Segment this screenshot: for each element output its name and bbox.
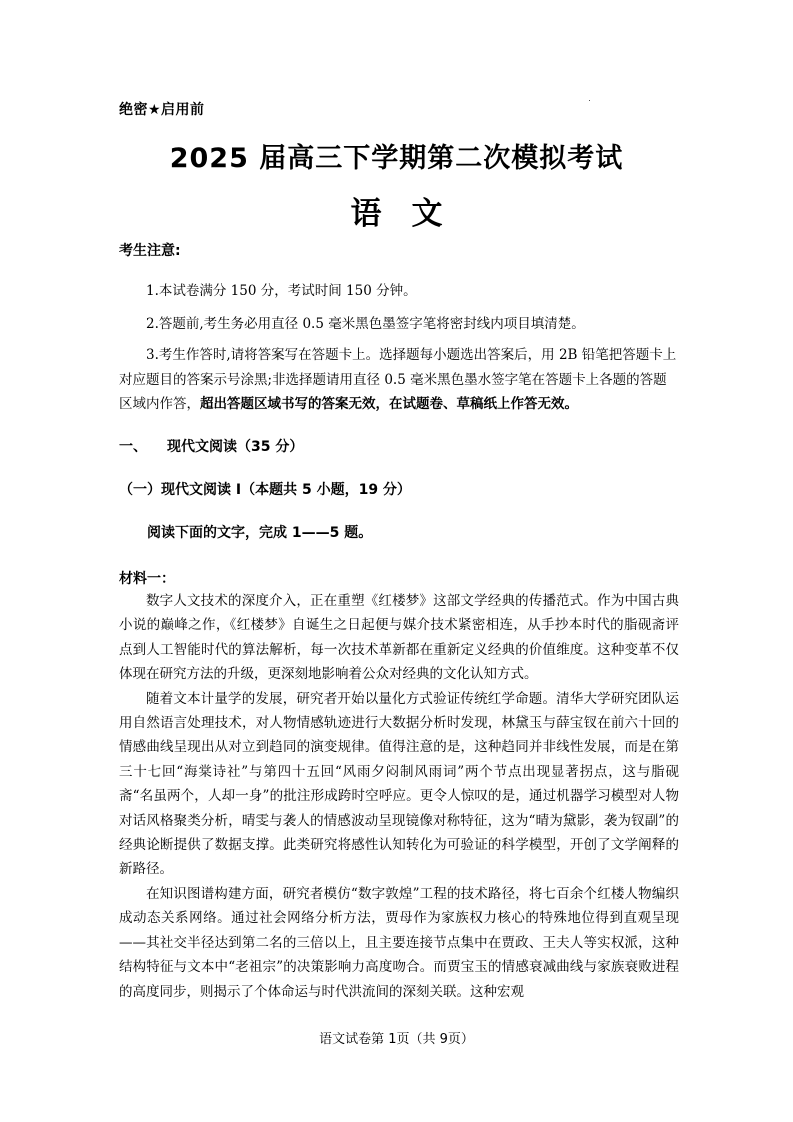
notice-item-3-bold: 超出答题区域书写的答案无效，在试题卷、草稿纸上作答无效。	[200, 396, 578, 412]
notice-item-3	[119, 343, 679, 417]
exam-title: 2025 届高三下学期第二次模拟考试	[169, 143, 624, 174]
material-label: 材料一：	[119, 571, 175, 587]
page-footer: 语文试卷第 1页（共 9页）	[319, 1032, 474, 1047]
material-paragraph-2: 随着文本计量学的发展，研究者开始以量化方式验证传统红学命题。清华大学研究团队运用自然语言处理技术，对人物情感轨迹进行大数据分析时发现，林黛玉与薛宝钗在前六十回的情感曲线呈现出从对立到趋同的演变规律。值得注意的是，这种趋同并非线性发展，而是在第三十七回“海棠诗社”与第四十五回“风雨夕闷制风雨词”两个节点出现显著拐点，这与脂砚斋“名虽两个，人却一身”的批注形成跨时空呼应。更令人惊叹的是，通过机器学习模型对人物对话风格聚类分析，晴雯与袭人的情感波动呈现镜像对称特征，这为“晴为黛影，袭为钗副”的经典论断提供了数据支撑。此类研究将感性认知转化为可验证的科学模型，开创了文学阐释的新路径。	[119, 690, 679, 878]
notice-item-2: 2.答题前,考生务必用直径 0.5 毫米黑色墨签字笔将密封线内项目填清楚。	[146, 316, 585, 332]
scan-dot	[589, 100, 590, 101]
section-number: 一、	[119, 439, 147, 455]
reading-instruction: 阅读下面的文字，完成 1——5 题。	[147, 525, 373, 541]
section-heading	[119, 436, 303, 456]
notice-item-3-text: 3.考生作答时,请将答案写在答题卡上。选择题每小题选出答案后，用 2B 铅笔把答题卡上对应题目的答案示号涂黑;非选择题请用直径 0.5 毫米黑色墨水签字笔在答题卡上各题的答题区域内作答，	[119, 347, 677, 412]
section-title: 现代文阅读（35 分）	[167, 439, 304, 455]
material-paragraph-3: 在知识图谱构建方面，研究者模仿“数字敦煌”工程的技术路径，将七百余个红楼人物编织成动态关系网络。通过社会网络分析方法，贾母作为家族权力核心的特殊地位得到直观呈现——其社交半径达到第二名的三倍以上，且主要连接节点集中在贾政、王夫人等实权派，这种结构特征与文本中“老祖宗”的决策影响力高度吻合。而贾宝玉的情感衰减曲线与家族衰败进程的高度同步，则揭示了个体命运与时代洪流间的深刻关联。这种宏观	[119, 885, 679, 1000]
secret-mark: 绝密★启用前	[119, 102, 205, 118]
subsection-heading: （一）现代文阅读 I（本题共 5 小题，19 分）	[119, 482, 411, 498]
notice-heading: 考生注意:	[119, 243, 181, 259]
material-body	[119, 589, 679, 1004]
material-paragraph-1: 数字人文技术的深度介入，正在重塑《红楼梦》这部文学经典的传播范式。作为中国古典小说的巅峰之作，《红楼梦》自诞生之日起便与媒介技术紧密相连，从手抄本时代的脂砚斋评点到人工智能时代的算法解析，每一次技术革新都在重新定义经典的价值维度。这种变革不仅体现在研究方法的升级，更深刻地影响着公众对经典的文化认知方式。	[119, 593, 679, 683]
subject-title: 语文	[350, 196, 473, 232]
notice-item-1: 1.本试卷满分 150 分，考试时间 150 分钟。	[146, 283, 417, 299]
